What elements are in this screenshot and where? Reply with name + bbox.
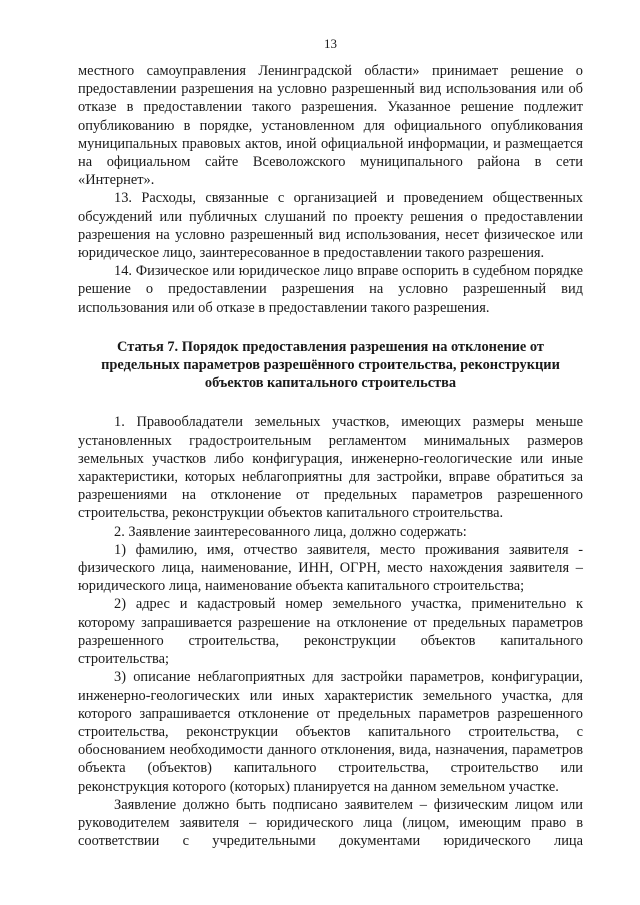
page-number: 13 xyxy=(324,36,337,51)
paragraph-14: 14. Физическое или юридическое лицо вправе оспорить в судебном порядке решение о предоставлении разрешения на условно разрешенный вид использования или об отказе в предоставлении такого разрешения. xyxy=(78,263,583,316)
paragraph-13: 13. Расходы, связанные с организацией и проведением общественных обсуждений или публичных слушаний по проекту решения о предоставлении разрешения на условно разрешенный вид использования, несет физическое или юридическое лицо, заинтересованное в предоставлении такого разрешения. xyxy=(78,190,583,262)
article-heading: Статья 7. Порядок предоставления разрешения на отклонение от предельных параметров разрешённого строительства, реконструкции объектов капитального строительства xyxy=(101,338,560,392)
article-paragraph-1: 1. Правообладатели земельных участков, имеющих размеры меньше установленных градостроительным регламентом минимальных размеров земельных участков либо конфигурация, инженерно-геологические или иные характеристики, которых неблагоприятны для застройки, вправе обратиться за разрешениями на отклонение от предельных параметров разрешенного строительства, реконструкции объектов капитального строительства. xyxy=(78,414,583,522)
article-item-3: 3) описание неблагоприятных для застройки параметров, конфигурации, инженерно-геологических или иных характеристик земельного участка, для которого запрашивается отклонение от предельных параметров разрешенного строительства, реконструкции объектов капитального строительства, с обоснованием необходимости данного отклонения, вида, назначения, параметров объекта (объектов) капитального строительства, строительство или реконструкция которого (которых) планируется на данном земельном участке. xyxy=(78,669,583,795)
paragraph-intro: местного самоуправления Ленинградской области» принимает решение о предоставлении разрешения на условно разрешенный вид использования или об отказе в предоставлении такого разрешения. Указанное решение подлежит опубликованию в порядке, установленном для официального опубликования муниципальных правовых актов, иной официальной информации, и размещается на официальном сайте Всеволожского муниципального района в сети «Интернет». xyxy=(78,63,583,189)
article-item-1: 1) фамилию, имя, отчество заявителя, место проживания заявителя - физического лица, наименование, ИНН, ОГРН, место нахождения заявителя – юридического лица, наименование объекта капитального строительства; xyxy=(78,541,583,595)
article-signature-paragraph: Заявление должно быть подписано заявителем – физическим лицом или руководителем заявителя – юридического лица (лицом, имеющим право в соответствии с учредительными документами юридического лица xyxy=(78,796,583,850)
article-item-2: 2) адрес и кадастровый номер земельного участка, применительно к которому запрашивается разрешение на отклонение от предельных параметров разрешенного строительства, реконструкции объектов капитального строительства; xyxy=(78,596,583,668)
article-paragraph-2: 2. Заявление заинтересованного лица, должно содержать: xyxy=(114,523,467,540)
